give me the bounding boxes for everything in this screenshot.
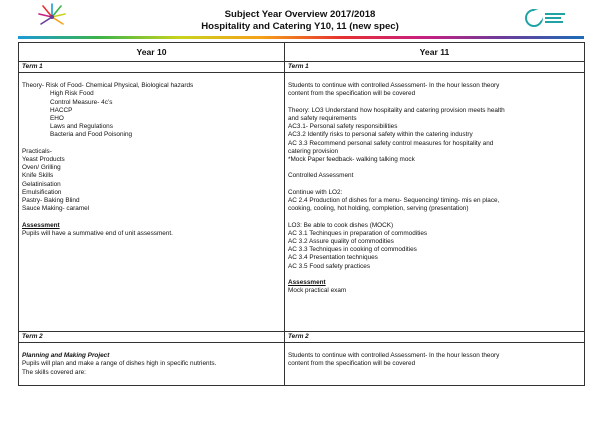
theory-item: Bacteria and Food Poisoning bbox=[50, 131, 133, 139]
ac-item: AC 3.5 Food safety practices bbox=[288, 262, 371, 270]
ac-item: AC 3.3 Techniques in cooking of commodities bbox=[288, 246, 417, 254]
assessment-heading: Assessment bbox=[288, 278, 326, 286]
assessment-text: Pupils will have a summative end of unit assessment. bbox=[22, 229, 173, 237]
document-title: Subject Year Overview 2017/2018 bbox=[224, 9, 376, 20]
project-heading: Planning and Making Project bbox=[22, 352, 110, 360]
mock-feedback: *Mock Paper feedback- walking talking mock bbox=[288, 156, 415, 163]
assessment-text: Mock practical exam bbox=[288, 287, 347, 295]
theory-intro: Theory- Risk of Food- Chemical Physical, Biological hazards bbox=[22, 82, 194, 90]
ac-item: AC3.2 Identify risks to personal safety within the catering industry bbox=[288, 131, 473, 139]
lo3-theory-line: Theory: LO3 Understand how hospitality and catering provision meets health bbox=[288, 106, 505, 114]
term1-year10-cell bbox=[19, 73, 285, 332]
column-header-year10: Year 10 bbox=[19, 43, 285, 62]
practical-item: Pastry- Baking Blind bbox=[22, 197, 80, 205]
practical-item: Emulsification bbox=[22, 188, 62, 196]
project-line: Pupils will plan and make a range of dishes high in specific nutrients. bbox=[22, 360, 217, 368]
theory-item: Control Measure- 4c’s bbox=[50, 98, 113, 106]
intro-line: Students to continue with controlled Assessment- In the hour lesson theory bbox=[288, 352, 500, 360]
term1-year11-cell bbox=[285, 73, 585, 332]
ac-item: AC 3.4 Presentation techniques bbox=[288, 254, 378, 262]
document-subtitle: Hospitality and Catering Y10, 11 (new spec) bbox=[201, 21, 399, 32]
ac-item: AC 3.1 Techinques in preparation of commodities bbox=[288, 229, 428, 237]
practical-item: Sauce Making- caramel bbox=[22, 205, 90, 213]
ac-item: AC3.1- Personal safety responsibilities bbox=[288, 123, 398, 131]
practical-item: Knife Skills bbox=[22, 172, 54, 180]
practical-item: Yeast Products bbox=[22, 156, 65, 163]
term2-year10-cell bbox=[19, 343, 285, 386]
controlled-assessment: Controlled Assessment bbox=[288, 172, 354, 180]
practicals-heading: Practicals- bbox=[22, 147, 52, 155]
practical-item: Gelatinisation bbox=[22, 180, 61, 188]
overview-table bbox=[18, 42, 585, 386]
ac-item: cooking, cooling, hot holding, completion, serving (presentation) bbox=[288, 205, 469, 213]
term1-label-year10: Term 1 bbox=[19, 62, 285, 73]
term2-label-year10: Term 2 bbox=[19, 332, 285, 343]
project-line: The skills covered are: bbox=[22, 368, 86, 376]
theory-item: Laws and Regulations bbox=[50, 123, 113, 131]
practical-item: Oven/ Grilling bbox=[22, 164, 61, 172]
term1-label-row bbox=[19, 62, 585, 73]
column-header-row bbox=[19, 43, 585, 62]
term2-year11-cell bbox=[285, 343, 585, 386]
lo3-mock: LO3: Be able to cook dishes (MOCK) bbox=[288, 221, 394, 229]
intro-line: content from the specification will be covered bbox=[288, 360, 416, 368]
term1-label-year11: Term 1 bbox=[285, 62, 585, 73]
term2-label-row bbox=[19, 332, 585, 343]
term2-label-year11: Term 2 bbox=[285, 332, 585, 343]
ac-item: AC 3.2 Assure quality of commodities bbox=[288, 237, 394, 245]
ac-item: AC 2.4 Production of dishes for a menu- Sequencing/ timing- mis en place, bbox=[288, 196, 500, 204]
ac-item: catering provision bbox=[288, 147, 339, 155]
assessment-heading: Assessment bbox=[22, 221, 60, 229]
intro-line: Students to continue with controlled Assessment- In the hour lesson theory bbox=[288, 82, 500, 90]
lo3-theory-line: and safety requirements bbox=[288, 114, 357, 122]
theory-item: HACCP bbox=[50, 106, 73, 114]
column-header-year11: Year 11 bbox=[285, 43, 585, 62]
theory-item: EHO bbox=[50, 115, 64, 122]
theory-item: High Risk Food bbox=[50, 90, 94, 98]
term1-content-row bbox=[19, 73, 585, 332]
intro-line: content from the specification will be covered bbox=[288, 90, 416, 98]
lo2-intro: Continue with LO2: bbox=[288, 188, 343, 196]
rainbow-divider bbox=[18, 36, 584, 39]
term2-content-row bbox=[19, 343, 585, 386]
ac-item: AC 3.3 Recommend personal safety control measures for hospitality and bbox=[288, 139, 494, 147]
